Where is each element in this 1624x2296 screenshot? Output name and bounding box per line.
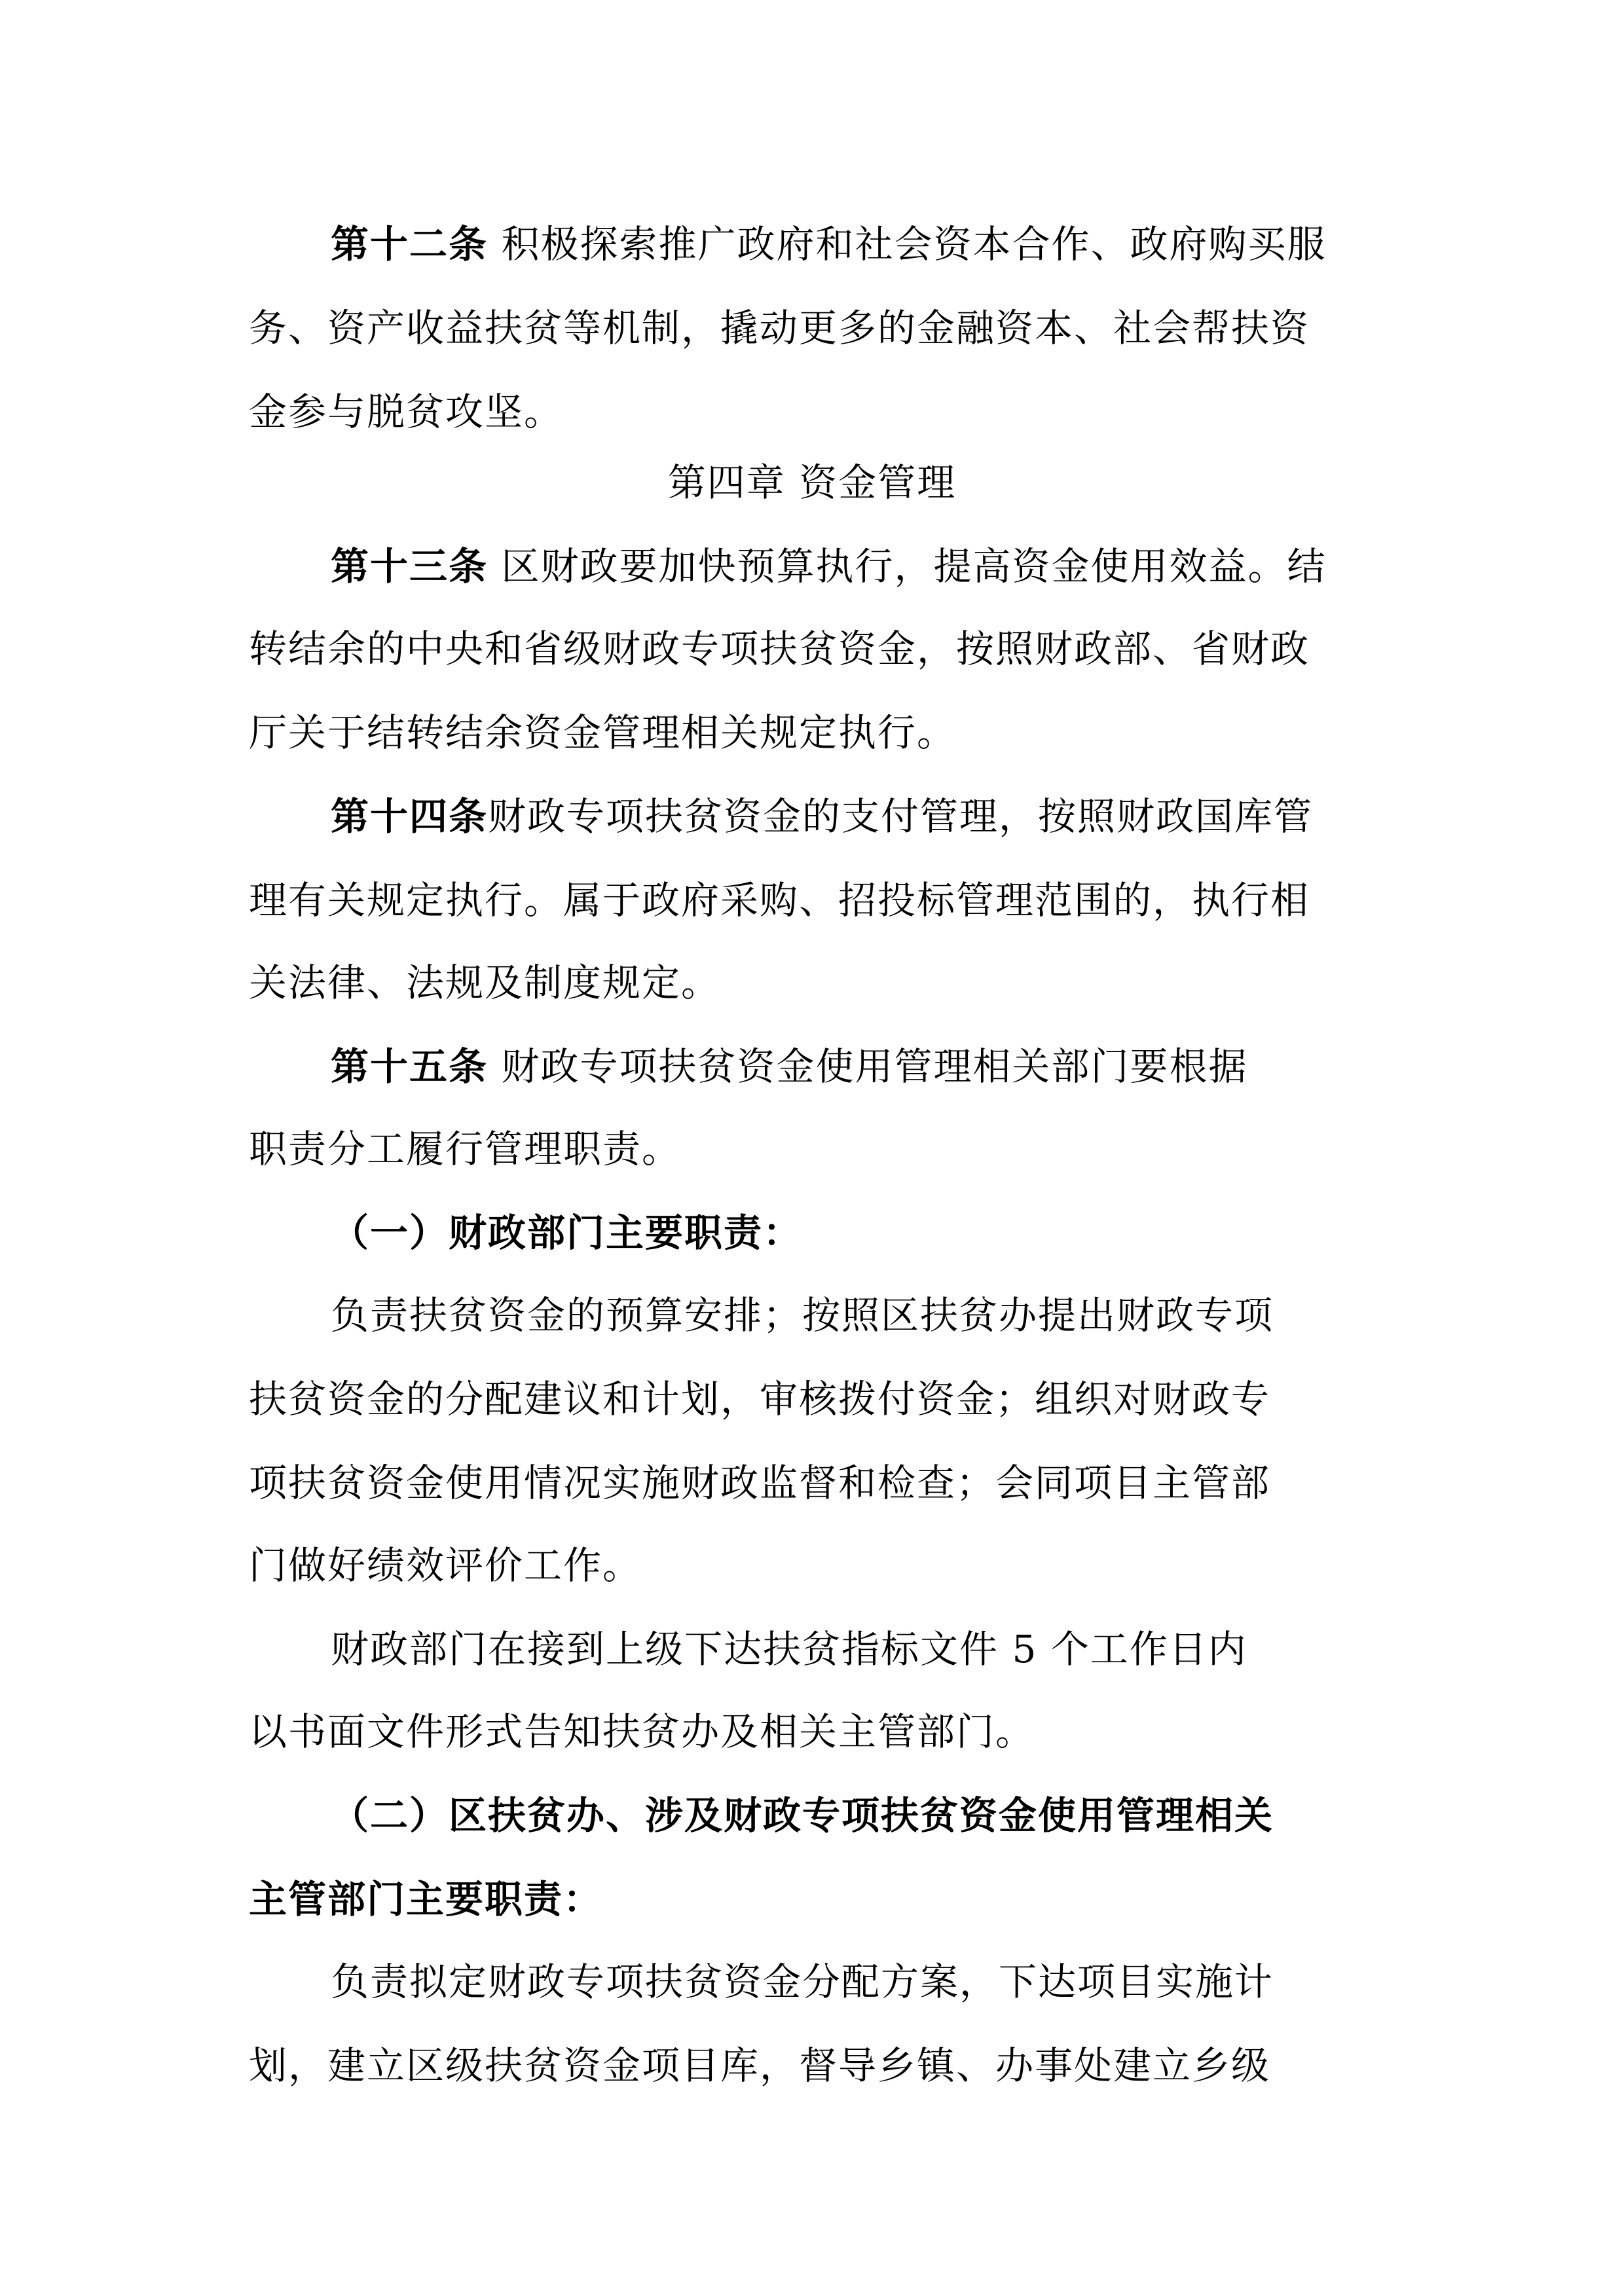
article-12-label: 第十二条 [331, 222, 489, 266]
article-13-text: 区财政要加快预算执行，提高资金使用效益。结 [488, 544, 1327, 589]
item-2-heading-line-2: 主管部门主要职责： [249, 1877, 603, 1922]
article-12-line-1 [331, 222, 1327, 266]
item-2-para-1-line-2: 划，建立区级扶贫资金项目库，督导乡镇、办事处建立乡级 [249, 2043, 1271, 2088]
article-12-text: 积极探索推广政府和社会资本合作、政府购买服 [488, 222, 1327, 266]
item-1-heading: （一）财政部门主要职责： [331, 1211, 803, 1255]
article-13-line-3: 厅关于结转结余资金管理相关规定执行。 [249, 710, 957, 755]
article-13-label: 第十三条 [331, 544, 489, 589]
article-13-line-2: 转结余的中央和省级财政专项扶贫资金，按照财政部、省财政 [249, 627, 1310, 671]
article-15-line-2: 职责分工履行管理职责。 [249, 1127, 682, 1171]
article-14-label: 第十四条 [331, 794, 489, 839]
item-2-heading-line-1: （二）区扶贫办、涉及财政专项扶贫资金使用管理相关 [331, 1793, 1274, 1838]
article-14-text: 财政专项扶贫资金的支付管理，按照财政国库管 [488, 794, 1314, 839]
chapter-title: 第四章 资金管理 [667, 460, 957, 505]
article-14-line-2: 理有关规定执行。属于政府采购、招投标管理范围的，执行相 [249, 878, 1310, 922]
article-13-line-1 [331, 544, 1327, 589]
article-14-line-3: 关法律、法规及制度规定。 [249, 960, 721, 1005]
item-1-para-2-line-1: 财政部门在接到上级下达扶贫指标文件 5 个工作日内 [331, 1627, 1247, 1671]
article-15-line-1 [331, 1044, 1248, 1089]
article-12-line-3: 金参与脱贫攻坚。 [249, 390, 564, 434]
article-12-line-2: 务、资产收益扶贫等机制，撬动更多的金融资本、社会帮扶资 [249, 306, 1310, 350]
item-1-para-1-line-1: 负责扶贫资金的预算安排；按照区扶贫办提出财政专项 [331, 1293, 1274, 1338]
item-1-para-1-line-3: 项扶贫资金使用情况实施财政监督和检查；会同项目主管部 [249, 1461, 1271, 1505]
item-2-para-1-line-1: 负责拟定财政专项扶贫资金分配方案，下达项目实施计 [331, 1959, 1274, 2004]
article-15-text: 财政专项扶贫资金使用管理相关部门要根据 [488, 1044, 1248, 1089]
article-14-line-1 [331, 794, 1314, 839]
item-1-para-1-line-2: 扶贫资金的分配建议和计划，审核拨付资金；组织对财政专 [249, 1377, 1271, 1421]
item-1-para-2-line-2: 以书面文件形式告知扶贫办及相关主管部门。 [249, 1709, 1035, 1754]
item-1-para-1-line-4: 门做好绩效评价工作。 [249, 1543, 642, 1588]
article-15-label: 第十五条 [331, 1044, 489, 1089]
